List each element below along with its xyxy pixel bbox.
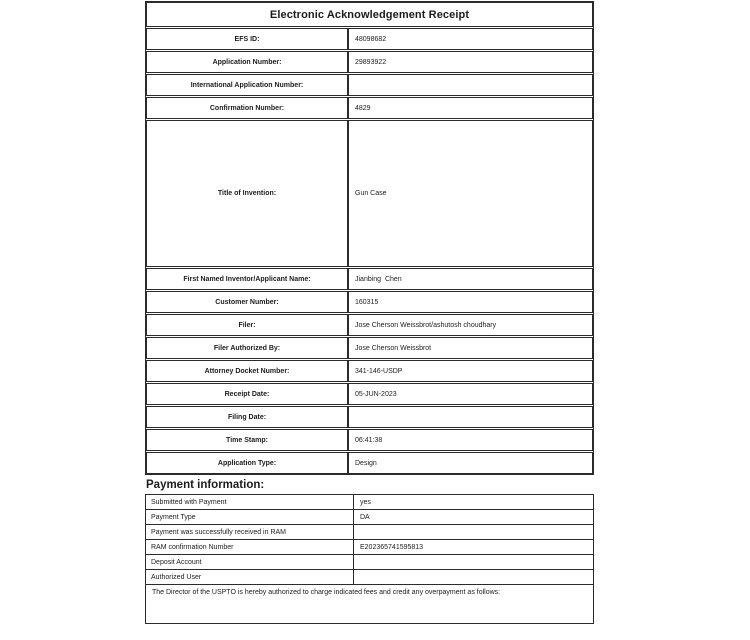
table-row bbox=[146, 452, 593, 474]
payment-row bbox=[146, 555, 593, 570]
row-value bbox=[354, 525, 593, 539]
table-row bbox=[146, 383, 593, 405]
row-label: Deposit Account bbox=[146, 555, 354, 569]
row-value: Gun Case bbox=[348, 121, 592, 266]
payment-section-heading: Payment information: bbox=[146, 479, 265, 491]
row-value: Jose Cherson Weissbrot/ashutosh choudhary bbox=[348, 315, 592, 335]
row-label: Title of Invention: bbox=[147, 121, 348, 266]
row-label: Application Number: bbox=[147, 52, 348, 72]
row-label: Payment Type bbox=[146, 510, 354, 524]
row-value: E202365741595813 bbox=[360, 543, 424, 551]
row-label: EFS ID: bbox=[147, 29, 348, 49]
table-row bbox=[146, 28, 593, 50]
row-value bbox=[354, 570, 593, 584]
table-row bbox=[146, 406, 593, 428]
row-label: Filer Authorized By: bbox=[147, 338, 348, 358]
receipt-table bbox=[145, 1, 594, 475]
row-value bbox=[348, 407, 592, 427]
row-value: DA bbox=[360, 513, 370, 521]
row-value: 29893922 bbox=[348, 52, 592, 72]
row-label: First Named Inventor/Applicant Name: bbox=[147, 269, 348, 289]
row-label: Receipt Date: bbox=[147, 384, 348, 404]
payment-row bbox=[146, 570, 593, 585]
row-label: Payment was successfully received in RAM bbox=[146, 525, 354, 539]
row-value bbox=[354, 555, 593, 569]
row-label: Time Stamp: bbox=[147, 430, 348, 450]
payment-rows bbox=[146, 495, 593, 585]
row-label: Filer: bbox=[147, 315, 348, 335]
table-row bbox=[146, 429, 593, 451]
table-row bbox=[146, 74, 593, 96]
payment-row bbox=[146, 540, 593, 555]
table-row bbox=[146, 314, 593, 336]
payment-row bbox=[146, 510, 593, 525]
row-value: 160315 bbox=[348, 292, 592, 312]
table-row bbox=[146, 51, 593, 73]
row-label: RAM confirmation Number bbox=[146, 540, 354, 554]
row-value: yes bbox=[360, 498, 371, 506]
table-row bbox=[146, 360, 593, 382]
row-value: Design bbox=[348, 453, 592, 473]
row-label: Authorized User bbox=[146, 570, 354, 584]
table-row bbox=[146, 337, 593, 359]
row-label: Submitted with Payment bbox=[146, 495, 354, 509]
row-label: Confirmation Number: bbox=[147, 98, 348, 118]
row-value bbox=[348, 75, 592, 95]
table-row bbox=[146, 268, 593, 290]
row-value: 341-146-USDP bbox=[348, 361, 592, 381]
row-value: 06:41:38 bbox=[348, 430, 592, 450]
receipt-title: Electronic Acknowledgement Receipt bbox=[146, 2, 593, 27]
payment-row bbox=[146, 525, 593, 540]
row-value: 05-JUN-2023 bbox=[348, 384, 592, 404]
payment-table bbox=[145, 494, 594, 624]
row-label: Application Type: bbox=[147, 453, 348, 473]
row-value: 4829 bbox=[348, 98, 592, 118]
row-label: Customer Number: bbox=[147, 292, 348, 312]
acknowledgement-receipt-document bbox=[145, 1, 594, 624]
row-label: International Application Number: bbox=[147, 75, 348, 95]
row-value: Jianbing Chen bbox=[348, 269, 592, 289]
row-value: Jose Cherson Weissbrot bbox=[348, 338, 592, 358]
row-label: Attorney Docket Number: bbox=[147, 361, 348, 381]
director-authorization-note: The Director of the USPTO is hereby authorized to charge indicated fees and credit any overpayment as follows: bbox=[152, 589, 501, 596]
table-row bbox=[146, 120, 593, 267]
row-value: 48098682 bbox=[348, 29, 592, 49]
table-row bbox=[146, 97, 593, 119]
row-label: Filing Date: bbox=[147, 407, 348, 427]
payment-row bbox=[146, 495, 593, 510]
table-row bbox=[146, 291, 593, 313]
